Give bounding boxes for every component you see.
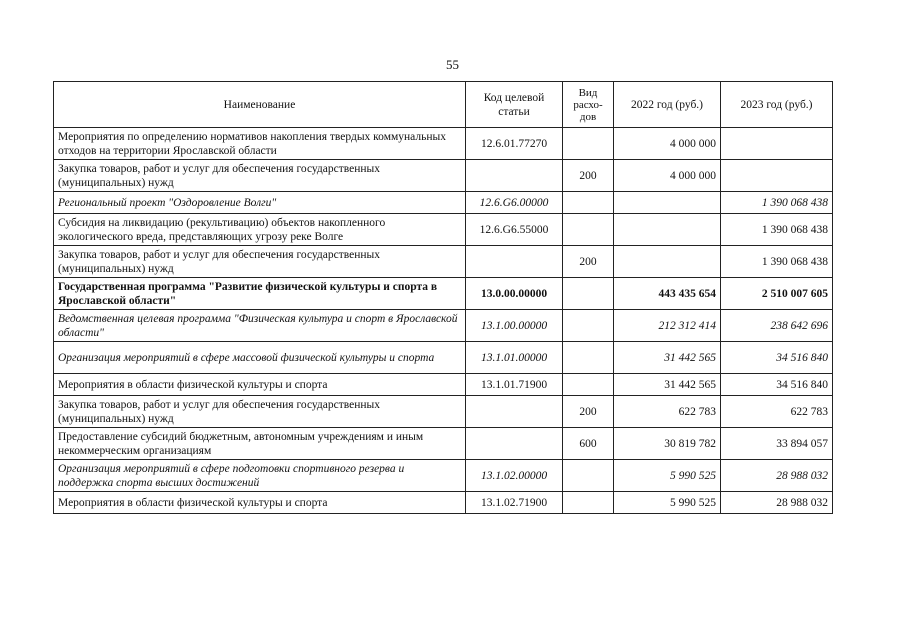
cell-code: 13.1.01.71900 (466, 374, 563, 396)
table-row (54, 460, 833, 492)
page-number: 55 (446, 57, 459, 72)
cell-name: Закупка товаров, работ и услуг для обеспечения государственных (муниципальных) нужд (54, 396, 466, 428)
cell-2022: 622 783 (614, 396, 721, 428)
cell-name: Предоставление субсидий бюджетным, автономным учреждениям и иным некоммерческим организациям (54, 428, 466, 460)
cell-2022 (614, 192, 721, 214)
table-row (54, 128, 833, 160)
cell-2023: 28 988 032 (721, 460, 833, 492)
cell-kind (563, 460, 614, 492)
cell-2023: 34 516 840 (721, 374, 833, 396)
cell-2023: 1 390 068 438 (721, 192, 833, 214)
cell-code: 13.1.02.71900 (466, 492, 563, 514)
cell-name: Мероприятия по определению нормативов накопления твердых коммунальных отходов на территории Ярославской области (54, 128, 466, 160)
cell-2023: 622 783 (721, 396, 833, 428)
cell-2022: 5 990 525 (614, 460, 721, 492)
cell-kind (563, 214, 614, 246)
table-row (54, 278, 833, 310)
cell-name: Мероприятия в области физической культуры и спорта (54, 492, 466, 514)
table-row (54, 428, 833, 460)
cell-2022 (614, 246, 721, 278)
cell-2023: 238 642 696 (721, 310, 833, 342)
cell-code (466, 246, 563, 278)
cell-2022: 4 000 000 (614, 160, 721, 192)
cell-code: 13.1.00.00000 (466, 310, 563, 342)
cell-kind (563, 192, 614, 214)
cell-kind: 200 (563, 396, 614, 428)
table-row (54, 214, 833, 246)
header-code: Код целевой статьи (466, 82, 563, 128)
cell-2023: 34 516 840 (721, 342, 833, 374)
table-row (54, 246, 833, 278)
cell-2023: 1 390 068 438 (721, 214, 833, 246)
cell-name: Региональный проект "Оздоровление Волги" (54, 192, 466, 214)
cell-2022 (614, 214, 721, 246)
cell-code: 13.1.01.00000 (466, 342, 563, 374)
cell-2022: 5 990 525 (614, 492, 721, 514)
cell-name: Закупка товаров, работ и услуг для обеспечения государственных (муниципальных) нужд (54, 246, 466, 278)
cell-2023: 1 390 068 438 (721, 246, 833, 278)
cell-code: 12.6.G6.00000 (466, 192, 563, 214)
header-name: Наименование (54, 82, 466, 128)
cell-code: 13.1.02.00000 (466, 460, 563, 492)
table-row (54, 160, 833, 192)
header-kind: Вид расхо-дов (563, 82, 614, 128)
cell-kind (563, 310, 614, 342)
header-2022: 2022 год (руб.) (614, 82, 721, 128)
table-row (54, 192, 833, 214)
header-2023: 2023 год (руб.) (721, 82, 833, 128)
cell-name: Государственная программа "Развитие физической культуры и спорта в Ярославской области" (54, 278, 466, 310)
cell-2023 (721, 160, 833, 192)
cell-name: Организация мероприятий в сфере массовой физической культуры и спорта (54, 342, 466, 374)
cell-code: 12.6.01.77270 (466, 128, 563, 160)
cell-kind: 200 (563, 160, 614, 192)
cell-2023: 28 988 032 (721, 492, 833, 514)
table-header-row (54, 82, 833, 128)
cell-code (466, 160, 563, 192)
table-row (54, 342, 833, 374)
cell-2023 (721, 128, 833, 160)
cell-2022: 31 442 565 (614, 374, 721, 396)
table-row (54, 492, 833, 514)
budget-table (53, 81, 833, 514)
cell-2022: 31 442 565 (614, 342, 721, 374)
cell-name: Субсидия на ликвидацию (рекультивацию) объектов накопленного экологического вреда, представляющих угрозу реке Волге (54, 214, 466, 246)
cell-code (466, 396, 563, 428)
cell-name: Мероприятия в области физической культуры и спорта (54, 374, 466, 396)
cell-name: Ведомственная целевая программа "Физическая культура и спорт в Ярославской области" (54, 310, 466, 342)
cell-kind (563, 374, 614, 396)
cell-name: Закупка товаров, работ и услуг для обеспечения государственных (муниципальных) нужд (54, 160, 466, 192)
cell-2022: 443 435 654 (614, 278, 721, 310)
cell-kind (563, 278, 614, 310)
cell-code: 13.0.00.00000 (466, 278, 563, 310)
cell-2022: 4 000 000 (614, 128, 721, 160)
cell-2023: 33 894 057 (721, 428, 833, 460)
cell-2022: 30 819 782 (614, 428, 721, 460)
cell-kind (563, 342, 614, 374)
cell-2022: 212 312 414 (614, 310, 721, 342)
table-row (54, 310, 833, 342)
cell-kind (563, 128, 614, 160)
cell-kind: 200 (563, 246, 614, 278)
cell-2023: 2 510 007 605 (721, 278, 833, 310)
cell-kind: 600 (563, 428, 614, 460)
table-row (54, 374, 833, 396)
cell-code: 12.6.G6.55000 (466, 214, 563, 246)
cell-code (466, 428, 563, 460)
cell-name: Организация мероприятий в сфере подготовки спортивного резерва и поддержка спорта высших достижений (54, 460, 466, 492)
table-row (54, 396, 833, 428)
cell-kind (563, 492, 614, 514)
